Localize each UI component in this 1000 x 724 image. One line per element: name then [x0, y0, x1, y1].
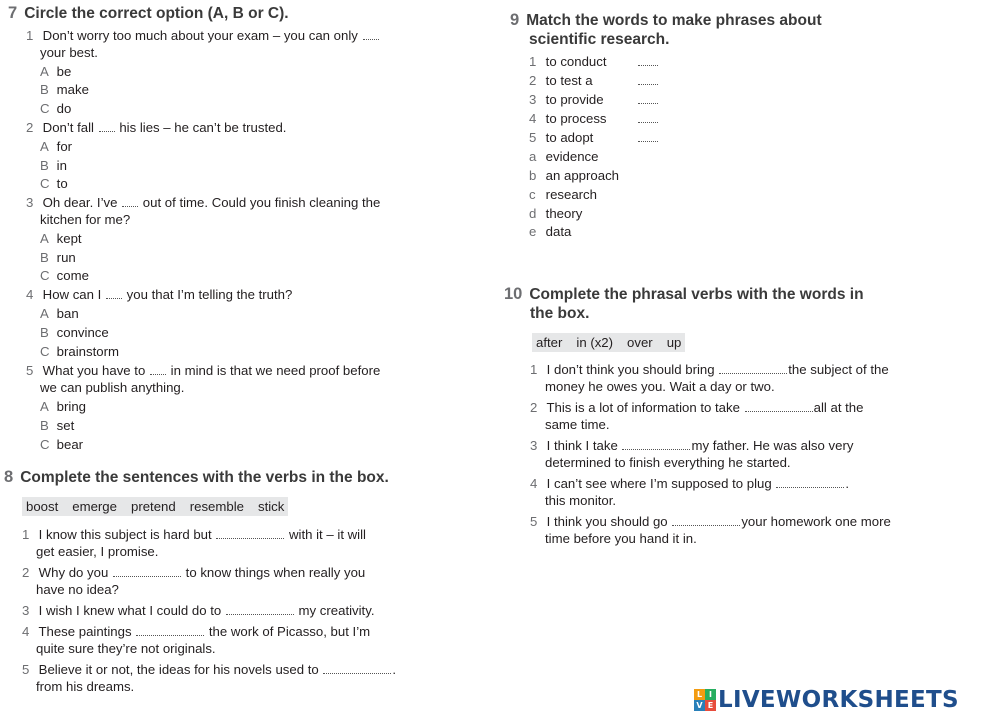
word-box-item[interactable]: emerge — [72, 499, 117, 514]
word-box-item[interactable]: stick — [257, 499, 285, 514]
answer-gap[interactable] — [122, 196, 138, 207]
question-line-cont: this monitor. — [545, 493, 617, 508]
question-line-cont: quite sure they’re not originals. — [36, 641, 216, 656]
answer-gap[interactable] — [99, 121, 115, 132]
answer-gap[interactable] — [363, 29, 379, 40]
exercise-8-heading — [4, 468, 389, 487]
question-line-cont: from his dreams. — [36, 679, 135, 694]
word-box-item[interactable]: in (x2) — [576, 335, 614, 350]
match-right-item: b an approach — [529, 168, 619, 183]
option[interactable]: C do — [40, 101, 72, 116]
logo-mark-icon: L I V E — [694, 689, 716, 711]
question-line-cont: we can publish anything. — [40, 380, 185, 395]
option[interactable]: B make — [40, 82, 89, 97]
question-line: 3 Oh dear. I’ve out of time. Could you finish cleaning the — [26, 195, 381, 210]
question-line: 3 I wish I knew what I could do to my creativity. — [22, 603, 375, 618]
exercise-7-heading — [8, 4, 289, 23]
exercise-number: 10 — [504, 285, 523, 303]
exercise-number: 8 — [4, 468, 14, 486]
option[interactable]: A be — [40, 64, 72, 79]
answer-gap[interactable] — [672, 515, 740, 526]
match-right-item: d theory — [529, 206, 583, 221]
option[interactable]: A for — [40, 139, 73, 154]
option[interactable]: B in — [40, 158, 67, 173]
question-line: 5 Believe it or not, the ideas for his novels used to . — [22, 662, 397, 677]
exercise-title: Match the words to make phrases about — [526, 12, 822, 29]
match-gap[interactable] — [637, 110, 659, 127]
word-box — [22, 497, 288, 516]
question-line: 2 Don’t fall his lies – he can’t be trusted. — [26, 120, 287, 135]
exercise-10-heading-cont: the box. — [530, 305, 590, 322]
option[interactable]: C to — [40, 176, 68, 191]
match-left-item: 2 to test a — [529, 73, 593, 88]
exercise-title: Complete the sentences with the verbs in the box. — [20, 469, 389, 486]
exercise-10-heading — [504, 285, 864, 304]
match-left-item: 4 to process — [529, 111, 607, 126]
match-gap[interactable] — [637, 72, 659, 89]
answer-gap[interactable] — [216, 528, 284, 539]
answer-gap[interactable] — [226, 604, 294, 615]
match-left-item: 5 to adopt — [529, 130, 594, 145]
answer-gap[interactable] — [622, 439, 690, 450]
match-gap[interactable] — [637, 91, 659, 108]
question-line-cont: get easier, I promise. — [36, 544, 159, 559]
match-left-item: 1 to conduct — [529, 54, 607, 69]
answer-gap[interactable] — [323, 663, 391, 674]
question-line-cont: have no idea? — [36, 582, 119, 597]
option[interactable]: C brainstorm — [40, 344, 119, 359]
question-line: 1 I know this subject is hard but with it – it will — [22, 527, 366, 542]
match-right-item: e data — [529, 224, 572, 239]
option[interactable]: A bring — [40, 399, 86, 414]
answer-gap[interactable] — [745, 401, 813, 412]
question-line-cont: time before you hand it in. — [545, 531, 697, 546]
question-line-cont: same time. — [545, 417, 610, 432]
option[interactable]: B set — [40, 418, 75, 433]
exercise-number: 9 — [510, 11, 520, 29]
question-line: 1 I don’t think you should bring the subject of the — [530, 362, 889, 377]
word-box-item[interactable]: pretend — [130, 499, 176, 514]
match-right-item: c research — [529, 187, 597, 202]
answer-gap[interactable] — [776, 477, 844, 488]
exercise-9-heading — [510, 11, 822, 30]
answer-gap[interactable] — [150, 364, 166, 375]
match-right-item: a evidence — [529, 149, 599, 164]
exercise-title: Complete the phrasal verbs with the words in — [529, 286, 864, 303]
word-box-item[interactable]: over — [627, 335, 653, 350]
question-line-cont: money he owes you. Wait a day or two. — [545, 379, 775, 394]
question-line: 5 I think you should go your homework one more — [530, 514, 891, 529]
exercise-number: 7 — [8, 4, 18, 22]
word-box-item[interactable]: resemble — [189, 499, 244, 514]
word-box-item[interactable]: boost — [26, 499, 59, 514]
question-line: 4 I can’t see where I’m supposed to plug . — [530, 476, 850, 491]
logo-text: LIVEWORKSHEETS — [718, 687, 959, 713]
option[interactable]: A ban — [40, 306, 79, 321]
option[interactable]: B run — [40, 250, 76, 265]
match-gap[interactable] — [637, 53, 659, 70]
answer-gap[interactable] — [113, 566, 181, 577]
match-left-item: 3 to provide — [529, 92, 604, 107]
option[interactable]: C come — [40, 268, 89, 283]
question-line: 3 I think I take my father. He was also very — [530, 438, 854, 453]
option[interactable]: A kept — [40, 231, 82, 246]
option[interactable]: C bear — [40, 437, 84, 452]
liveworksheets-logo — [694, 686, 959, 714]
question-line: 1 Don’t worry too much about your exam – you can only — [26, 27, 380, 44]
question-line: 4 How can I you that I’m telling the truth? — [26, 287, 293, 302]
match-gap[interactable] — [637, 129, 659, 146]
answer-gap[interactable] — [106, 288, 122, 299]
exercise-title: Circle the correct option (A, B or C). — [24, 5, 289, 22]
answer-gap[interactable] — [719, 363, 787, 374]
question-line: 4 These paintings the work of Picasso, but I’m — [22, 624, 371, 639]
word-box — [532, 333, 685, 352]
word-box-item[interactable]: up — [666, 335, 682, 350]
question-line: 2 Why do you to know things when really you — [22, 565, 366, 580]
question-line: 2 This is a lot of information to take all at the — [530, 400, 864, 415]
question-line: 5 What you have to in mind is that we need proof before — [26, 363, 381, 378]
option[interactable]: B convince — [40, 325, 109, 340]
question-line-cont: kitchen for me? — [40, 212, 131, 227]
question-line-cont: determined to finish everything he started. — [545, 455, 791, 470]
answer-gap[interactable] — [136, 625, 204, 636]
exercise-9-heading-cont: scientific research. — [529, 31, 670, 48]
question-line-cont: your best. — [40, 45, 98, 60]
word-box-item[interactable]: after — [536, 335, 563, 350]
